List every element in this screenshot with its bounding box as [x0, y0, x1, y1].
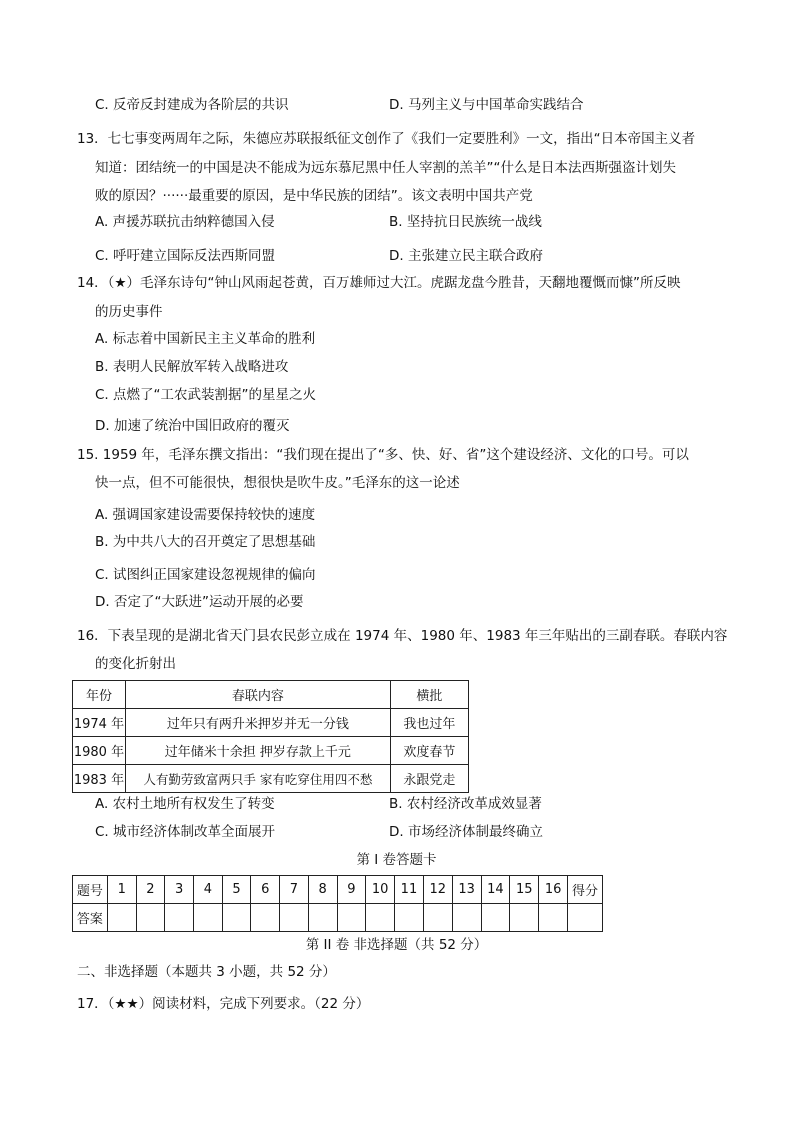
part-2-title: 第 II 卷 非选择题（共 52 分）	[305, 937, 488, 953]
score-label-cell: 得分	[568, 876, 603, 904]
answer-number-cell: 6	[251, 876, 280, 904]
answer-card-title: 第 I 卷答题卡	[356, 852, 437, 868]
q13-option-c: C. 呼吁建立国际反法西斯同盟	[95, 248, 276, 264]
section-2-heading: 二、非选择题（本题共 3 小题，共 52 分）	[77, 964, 336, 980]
q17-stem: 17．（★★）阅读材料，完成下列要求。（22 分）	[77, 996, 370, 1012]
table-cell-banner: 欢度春节	[390, 737, 468, 765]
q14-stem-line-1: 14．（★）毛泽东诗句“钟山风雨起苍黄，百万雄师过大江。虎踞龙盘今胜昔，天翻地覆慨而慷”所反映	[77, 275, 681, 291]
table-cell-banner: 永跟党走	[390, 765, 468, 793]
q15-option-b: B. 为中共八大的召开奠定了思想基础	[95, 534, 316, 550]
answer-number-cell: 5	[222, 876, 251, 904]
q12-option-d: D. 马列主义与中国革命实践结合	[389, 97, 584, 113]
answer-blank-cell[interactable]	[337, 904, 366, 932]
table-header-content: 春联内容	[125, 681, 390, 709]
answer-number-cell: 10	[366, 876, 395, 904]
table-header-banner: 横批	[390, 681, 468, 709]
q16-stem-line-1: 16．下表呈现的是湖北省天门县农民彭立成在 1974 年、1980 年、1983 年三年贴出的三副春联。春联内容	[77, 628, 728, 644]
q13-stem-line-1: 13．七七事变两周年之际，朱德应苏联报纸征文创作了《我们一定要胜利》一文，指出“日本帝国主义者	[77, 131, 696, 147]
answer-row-label-number: 题号	[73, 876, 108, 904]
table-cell-year: 1983 年	[73, 765, 126, 793]
table-cell-year: 1980 年	[73, 737, 126, 765]
answer-blank-cell[interactable]	[481, 904, 510, 932]
q14-option-d: D. 加速了统治中国旧政府的覆灭	[95, 418, 290, 434]
answer-blank-cell[interactable]	[222, 904, 251, 932]
q14-option-b: B. 表明人民解放军转入战略进攻	[95, 359, 289, 375]
answer-number-cell: 16	[539, 876, 568, 904]
answer-number-cell: 2	[136, 876, 165, 904]
answer-blank-cell[interactable]	[539, 904, 568, 932]
answer-number-cell: 9	[337, 876, 366, 904]
q13-option-b: B. 坚持抗日民族统一战线	[389, 214, 542, 230]
q15-option-a: A. 强调国家建设需要保持较快的速度	[95, 507, 316, 523]
table-cell-content: 人有勤劳致富两只手 家有吃穿住用四不愁	[125, 765, 390, 793]
answer-fill-row	[73, 904, 603, 932]
answer-number-cell: 13	[452, 876, 481, 904]
answer-blank-cell[interactable]	[452, 904, 481, 932]
table-row	[73, 709, 469, 737]
table-cell-banner: 我也过年	[390, 709, 468, 737]
table-header-year: 年份	[73, 681, 126, 709]
answer-blank-cell[interactable]	[251, 904, 280, 932]
answer-card-table	[72, 875, 603, 932]
table-row	[73, 765, 469, 793]
q16-option-c: C. 城市经济体制改革全面展开	[95, 824, 276, 840]
answer-number-row	[73, 876, 603, 904]
answer-blank-cell[interactable]	[193, 904, 222, 932]
q15-stem-line-1: 15. 1959 年，毛泽东撰文指出：“我们现在提出了“多、快、好、省”这个建设经济、文化的口号。可以	[77, 447, 689, 463]
q13-stem-line-3: 败的原因？······最重要的原因，是中华民族的团结”。该文表明中国共产党	[95, 188, 533, 204]
q16-option-d: D. 市场经济体制最终确立	[389, 824, 543, 840]
answer-blank-cell[interactable]	[165, 904, 194, 932]
q16-stem-line-2: 的变化折射出	[95, 656, 176, 672]
table-header-row	[73, 681, 469, 709]
q13-option-d: D. 主张建立民主联合政府	[389, 248, 543, 264]
table-cell-year: 1974 年	[73, 709, 126, 737]
q15-stem-line-2: 快一点，但不可能很快，想很快是吹牛皮。”毛泽东的这一论述	[95, 475, 460, 491]
answer-number-cell: 1	[107, 876, 136, 904]
answer-blank-cell[interactable]	[107, 904, 136, 932]
score-blank-cell[interactable]	[568, 904, 603, 932]
answer-blank-cell[interactable]	[308, 904, 337, 932]
couplet-table	[72, 680, 469, 793]
answer-number-cell: 12	[423, 876, 452, 904]
answer-number-cell: 11	[395, 876, 424, 904]
table-row	[73, 737, 469, 765]
answer-number-cell: 15	[510, 876, 539, 904]
answer-number-cell: 14	[481, 876, 510, 904]
table-cell-content: 过年只有两升米押岁并无一分钱	[125, 709, 390, 737]
answer-number-cell: 8	[308, 876, 337, 904]
answer-number-cell: 3	[165, 876, 194, 904]
q12-option-c: C. 反帝反封建成为各阶层的共识	[95, 97, 289, 113]
q16-option-b: B. 农村经济改革成效显著	[389, 796, 542, 812]
q15-option-d: D. 否定了“大跃进”运动开展的必要	[95, 594, 304, 610]
answer-blank-cell[interactable]	[366, 904, 395, 932]
answer-blank-cell[interactable]	[280, 904, 309, 932]
q14-stem-line-2: 的历史事件	[95, 304, 163, 320]
answer-blank-cell[interactable]	[510, 904, 539, 932]
answer-row-label-answer: 答案	[73, 904, 108, 932]
q15-option-c: C. 试图纠正国家建设忽视规律的偏向	[95, 567, 316, 583]
q14-option-a: A. 标志着中国新民主主义革命的胜利	[95, 331, 316, 347]
answer-blank-cell[interactable]	[423, 904, 452, 932]
answer-blank-cell[interactable]	[136, 904, 165, 932]
answer-number-cell: 7	[280, 876, 309, 904]
q14-option-c: C. 点燃了“工农武装割据”的星星之火	[95, 387, 316, 403]
answer-blank-cell[interactable]	[395, 904, 424, 932]
table-cell-content: 过年储米十余担 押岁存款上千元	[125, 737, 390, 765]
q13-stem-line-2: 知道：团结统一的中国是决不能成为远东慕尼黑中任人宰割的羔羊”“什么是日本法西斯强盗计划失	[95, 160, 676, 176]
answer-number-cell: 4	[193, 876, 222, 904]
q16-option-a: A. 农村土地所有权发生了转变	[95, 796, 275, 812]
q13-option-a: A. 声援苏联抗击纳粹德国入侵	[95, 214, 275, 230]
